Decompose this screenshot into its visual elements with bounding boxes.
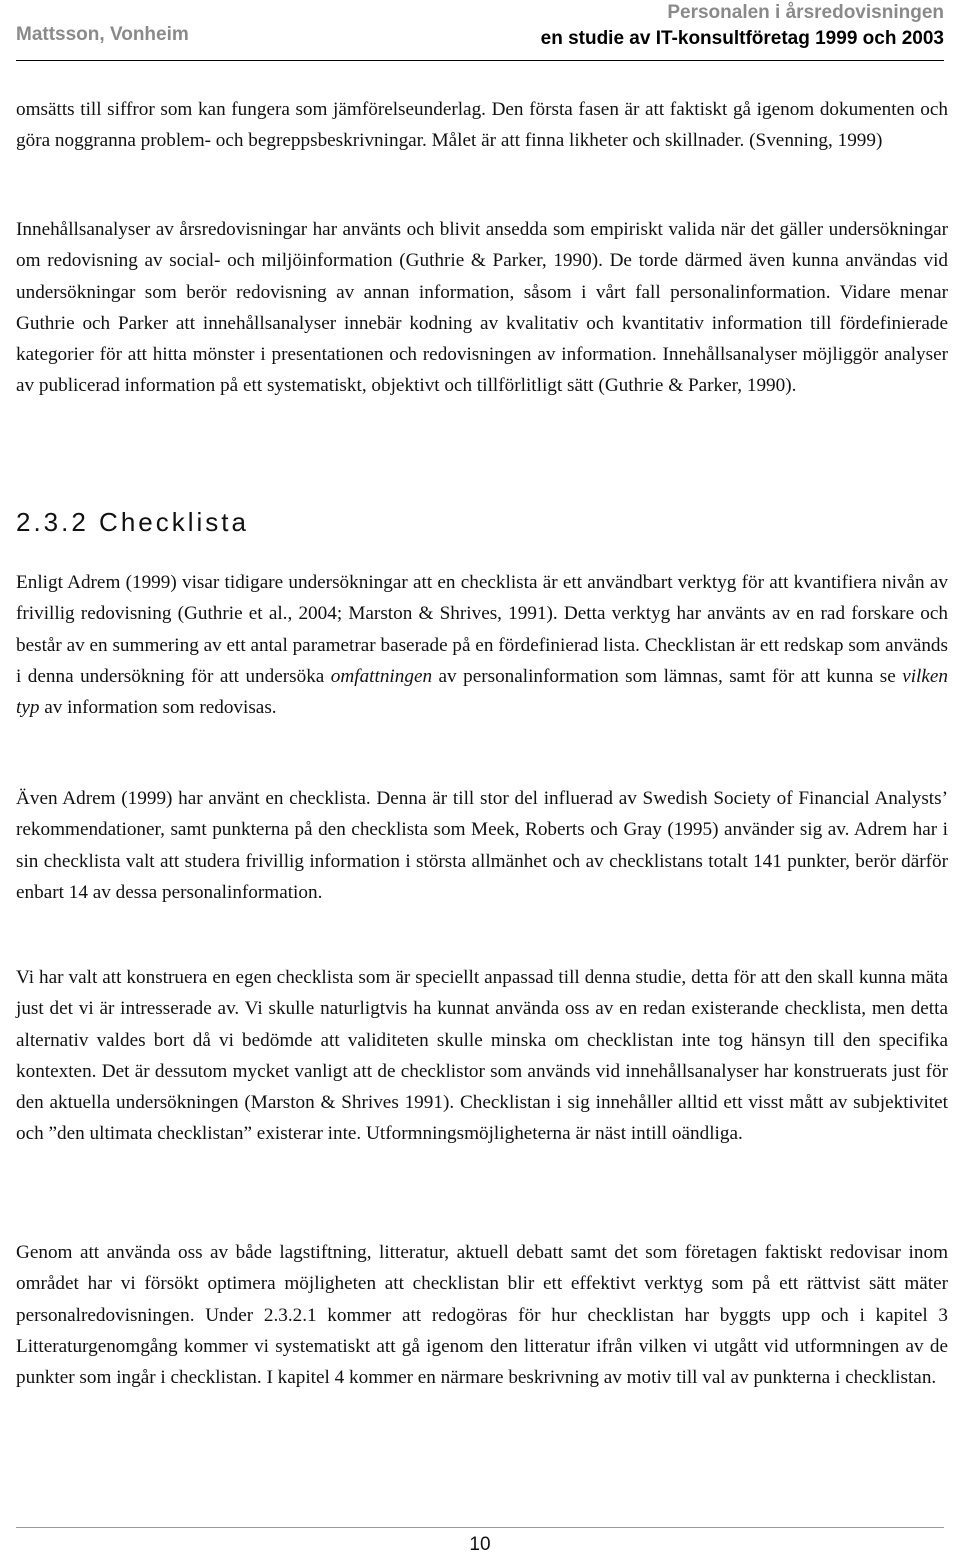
paragraph-text: av personalinformation som lämnas, samt för att kunna se [432,665,903,687]
emphasis-vilken-typ: vilken typ [16,665,948,719]
paragraph-own-checklist: Vi har valt att konstruera en egen checklista som är speciellt anpassad till denna studie, detta för att den skall kunna mäta just det vi är intresserade av. Vi skulle naturligtvis ha kunnat använda oss av en redan existerande checklista, men detta alternativ valdes bort då vi bedömde att validiteten skulle minska om checklistan inte tog hänsyn till den specifika kontexten. Det är dessutom mycket vanligt att de checklistor som används vid innehållsanalyser har konstruerats just för den aktuella undersökningen (Marston & Shrives 1991). Checklistan i sig innehåller alltid ett visst mått av subjektivitet och ”den ultimata checklistan” existerar inte. Utformningsmöjligheterna är näst intill oändliga. [16,967,948,1145]
page-number: 10 [469,1534,491,1555]
header-rule [16,60,944,61]
header-title-block [541,0,944,52]
paragraph-method: Genom att använda oss av både lagstiftning, litteratur, aktuell debatt samt det som företagen faktiskt redovisar inom området har vi försökt optimera möjligheten att checklistan blir ett effektivt verktyg som på ett rättvist sätt mäter personalredovisningen. Under 2.3.2.1 kommer att redogöras för hur checklistan har byggts upp och i kapitel 3 Litteraturgenomgång kommer vi systematiskt att gå igenom den litteratur ifrån vilken vi utgått vid utformningen av de punkter som ingår i checklistan. I kapitel 4 kommer en närmare beskrivning av motiv till val av punkterna i checklistan. [16,1242,948,1389]
paragraph-adrem: Även Adrem (1999) har använt en checklista. Denna är till stor del influerad av Swedish Society of Financial Analysts’ rekommendationer, samt punkterna på den checklista som Meek, Roberts och Gray (1995) använder sig av. Adrem har i sin checklista valt att studera frivillig information i största allmänhet och av checklistans totalt 141 punkter, berör därför enbart 14 av dessa personalinformation. [16,788,948,903]
paragraph-checklist-tool [16,567,948,723]
paragraph-text: Enligt Adrem (1999) visar tidigare undersökningar att en checklista är ett användbart verktyg för att kvantifiera nivån av frivillig redovisning (Guthrie et al., 2004; Marston & Shrives, 1991). Detta verktyg har använts av en rad forskare och består av en summering av ett antal parametrar baserade på en fördefinierad lista. Checklistan är ett redskap som används i denna undersökning för att undersöka [16,572,948,687]
footer-rule [16,1527,944,1528]
paragraph-content-analysis: Innehållsanalyser av årsredovisningar har använts och blivit ansedda som empiriskt valida när det gäller undersökningar om redovisning av social- och miljöinformation (Guthrie & Parker, 1990). De torde därmed även kunna användas vid undersökningar som berör redovisning av annan information, såsom i vårt fall personalinformation. Vidare menar Guthrie och Parker att innehållsanalyser innebär kodning av kvalitativ och kvantitativ information till fördefinierade kategorier för att hitta mönster i presentationen och redovisningen av information. Innehållsanalyser möjliggör analyser av publicerad information på ett systematiskt, objektivt och tillförlitligt sätt (Guthrie & Parker, 1990). [16,219,948,397]
page-header [16,0,944,60]
section-heading: 2.3.2 Checklista [16,507,249,537]
paragraph-intro: omsätts till siffror som kan fungera som jämförelseunderlag. Den första fasen är att faktiskt gå igenom dokumenten och göra noggranna problem- och begreppsbeskrivningar. Målet är att finna likheter och skillnader. (Svenning, 1999) [16,99,948,152]
header-title: Personalen i årsredovisningen [667,2,944,23]
emphasis-omfattningen: omfattningen [330,665,433,687]
header-subtitle: en studie av IT-konsultföretag 1999 och 2003 [540,28,944,49]
header-authors: Mattsson, Vonheim [16,24,189,45]
paragraph-text: av information som redovisas. [39,697,277,719]
